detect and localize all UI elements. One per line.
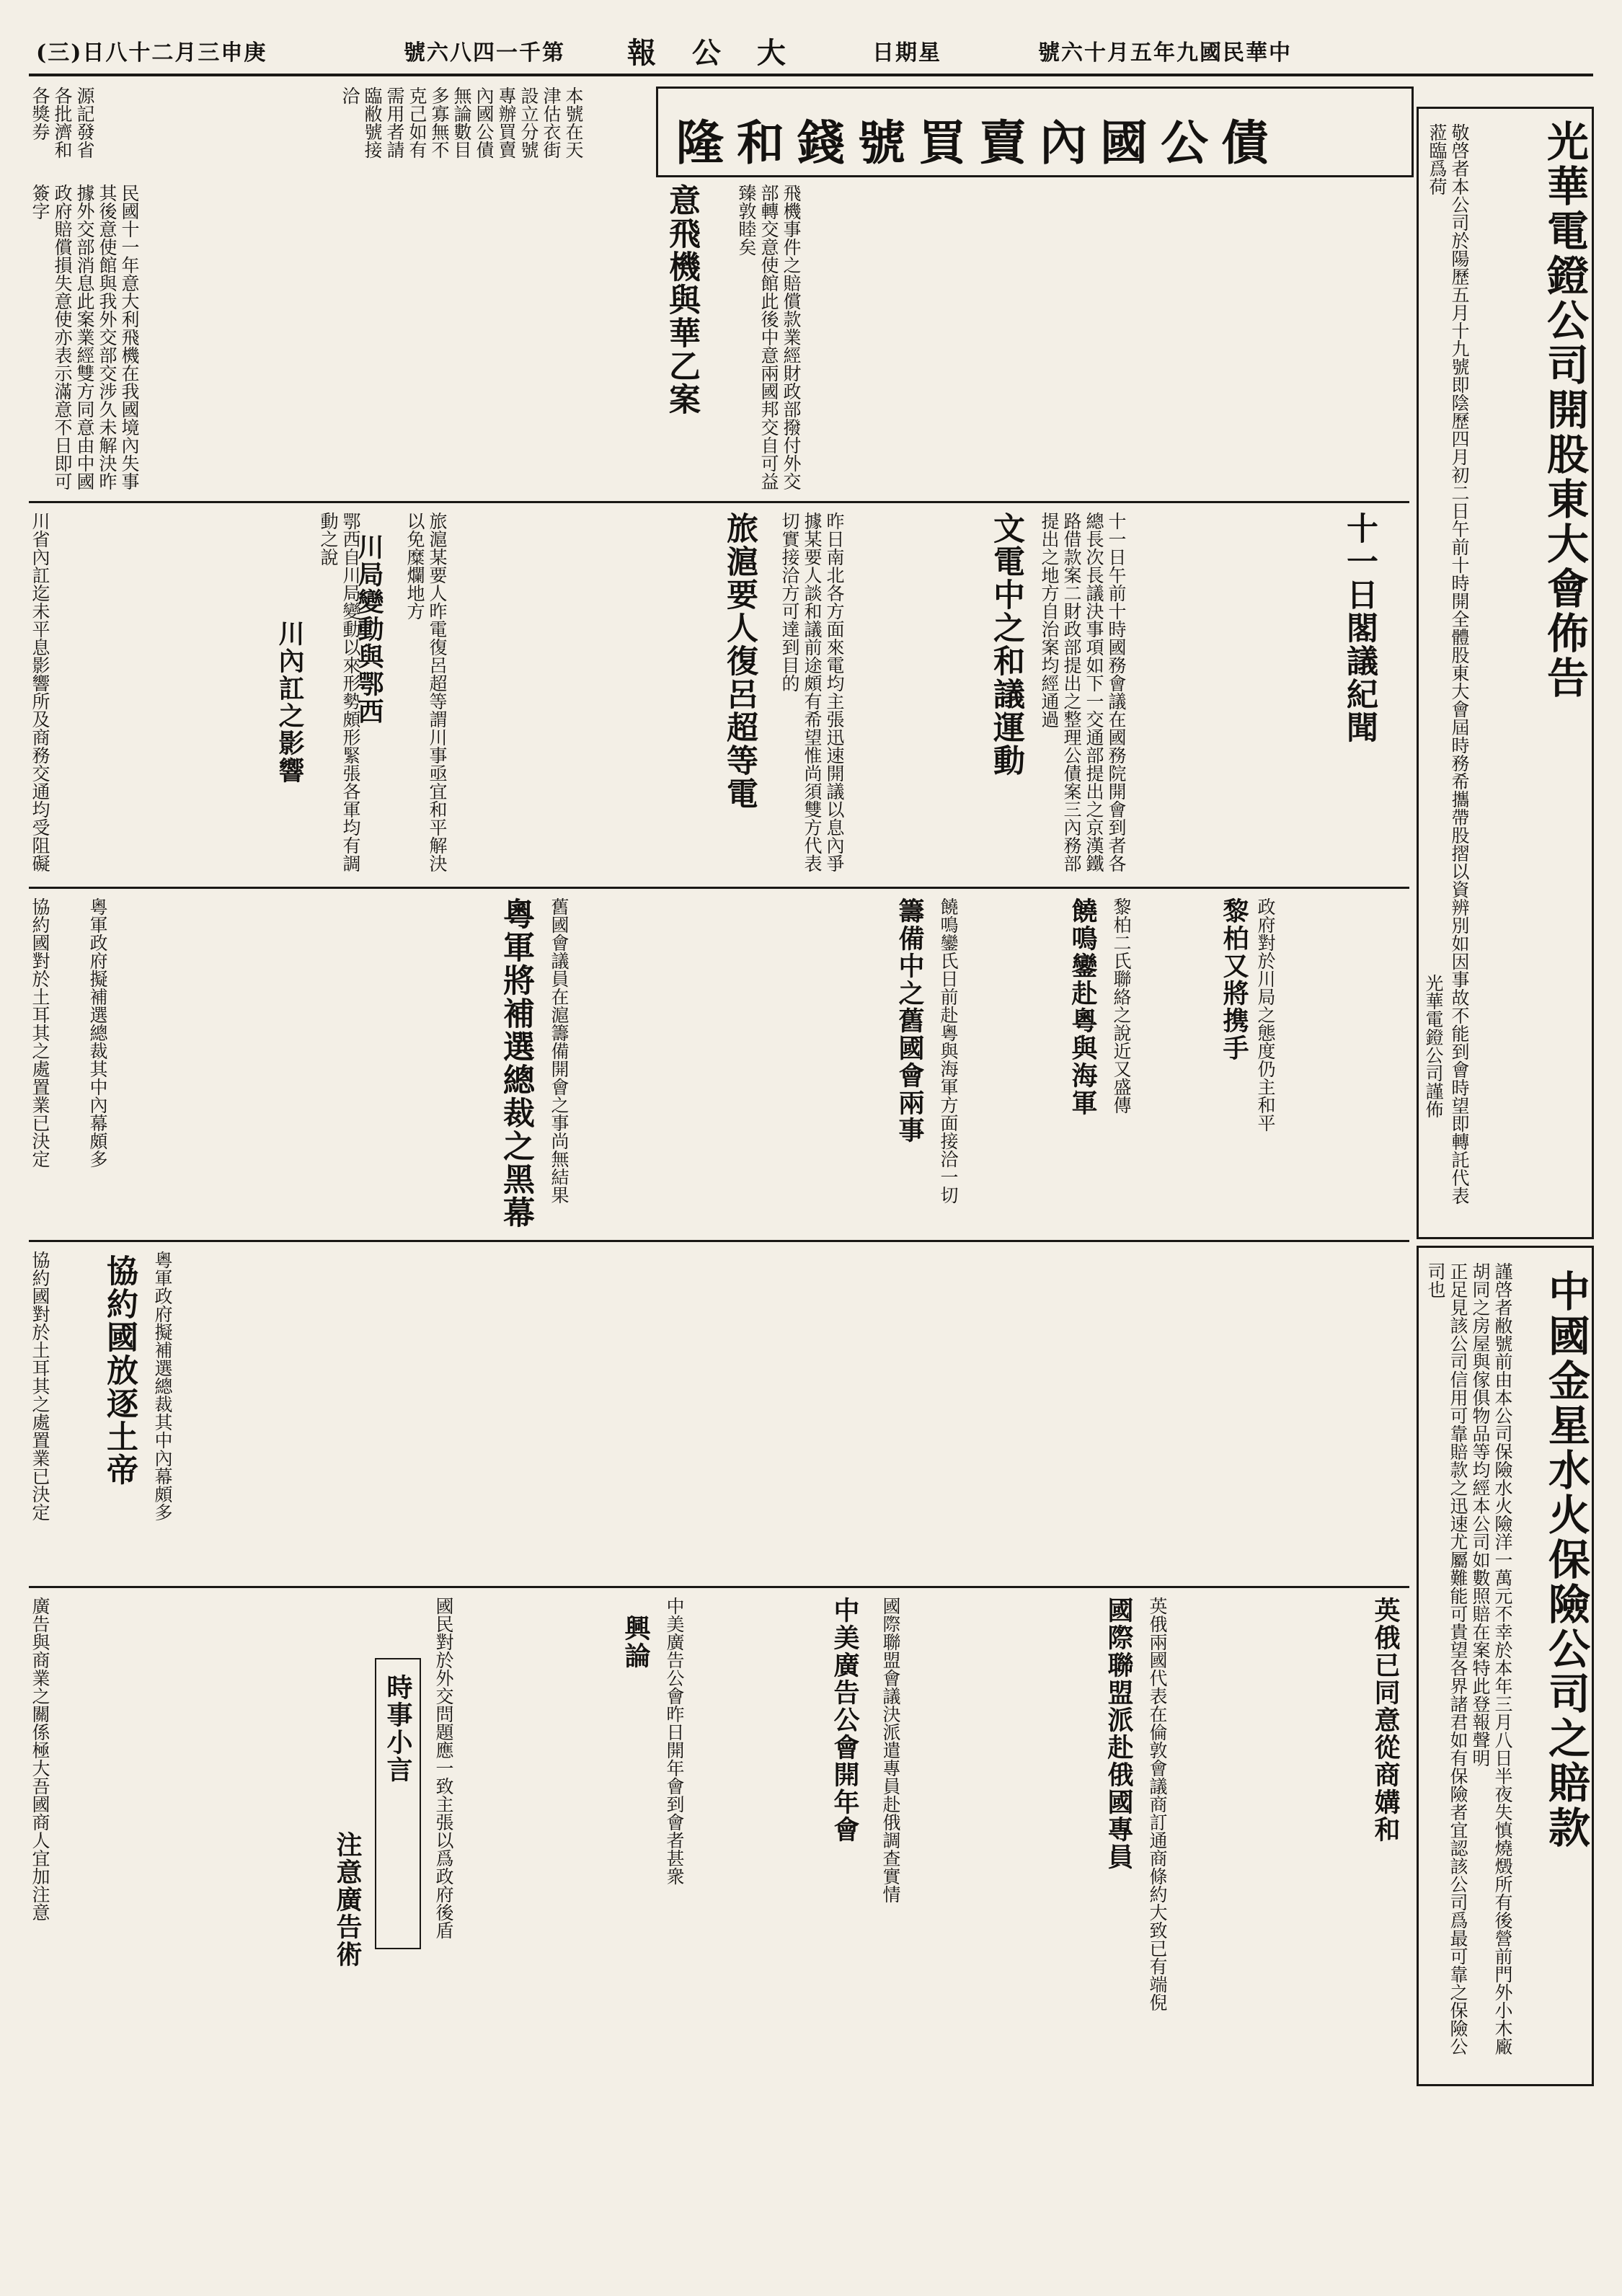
headline-sichuan-west-hubei: 川局變動與鄂西 bbox=[354, 533, 384, 725]
headline-yi-aircraft: 意飛機與華乙案 bbox=[663, 184, 700, 416]
article-turkey: 協約國對於土耳其之處置業已決定 bbox=[30, 1251, 50, 1521]
section-rule-top bbox=[29, 501, 1409, 503]
headline-advertising-association: 中美廣告公會開年會 bbox=[830, 1597, 859, 1843]
box-current-affairs bbox=[375, 1658, 421, 1949]
headline-sichuan-strife: 川內訌之影響 bbox=[275, 620, 304, 784]
masthead-rule bbox=[29, 74, 1593, 76]
article-peace-telegrams: 昨日南北各方面來電均主張迅速開議以息內爭據某要人談和議前途頗有希望惟尚須雙方代表切實接洽方可達到目的 bbox=[779, 512, 845, 872]
article-li-bai: 黎柏二氏聯絡之說近又盛傳 bbox=[1111, 897, 1132, 1114]
ad-guanghua-electric bbox=[1417, 107, 1594, 1239]
headline-public-opinion: 興論 bbox=[621, 1615, 650, 1670]
article-cabinet-meeting: 十一日午前十時國務會議在國務院開會到者各總長次長議決事項如下一交通部提出之京漢鐵路借款案二財政部提出之整理公債案三內務部提出之地方自治案均經通過 bbox=[1039, 512, 1127, 872]
ad-top-center-side: 本號在天津估衣街設立分號專辦買賣內國公債無論數目多寡無不克己如有需用者請臨敝號接洽 bbox=[340, 87, 584, 159]
headline-lv-chao: 旅滬要人復呂超等電 bbox=[721, 512, 758, 810]
right-ad-column bbox=[1417, 107, 1593, 2082]
headline-guangdong-election: 粵軍將補選總裁之黑幕 bbox=[497, 897, 534, 1229]
article-middle-left-edge: 協約國對於土耳其之處置業已決定 bbox=[30, 897, 50, 1168]
article-lv-chao: 旅滬某要人昨電復呂超等謂川事亟宜和平解決以免糜爛地方 bbox=[404, 512, 448, 872]
article-guangdong-election: 粵軍政府擬補選總裁其中內幕頗多 bbox=[87, 897, 108, 1168]
headline-li-bai: 黎柏又將携手 bbox=[1219, 897, 1249, 1062]
headline-rao-minglu: 饒鳴鑾赴粵與海軍 bbox=[1068, 897, 1097, 1117]
masthead-weekday: 日期星 bbox=[872, 40, 941, 66]
headline-anglo-russian: 英俄已同意從商媾和 bbox=[1370, 1597, 1400, 1843]
article-old-parliament: 舊國會議員在滬籌備開會之事尚無結果 bbox=[549, 897, 570, 1204]
headline-advertising-art: 注意廣告術 bbox=[332, 1831, 362, 1968]
ad-jinxing-insurance bbox=[1417, 1246, 1594, 2086]
ad-jinxing-body: 正足見該公司信用可靠賠款之迅速尤屬難能可貴望各界諸君如有保險者宜認該公司爲最可靠之保險公司也 bbox=[1425, 1262, 1468, 2055]
article-advertising-art: 廣告與商業之關係極大吾國商人宜加注意 bbox=[30, 1597, 50, 1921]
section-rule-mid3 bbox=[29, 1586, 1409, 1588]
ad-jinxing-intro: 謹啓者敝號前由本公司保險水火險洋一萬元不幸於本年三月八日半夜失慎燒燬所有後營前門外小木廠胡同之房屋與傢俱物品等均經本公司如數照賠在案特此登報聲明 bbox=[1470, 1262, 1513, 2055]
masthead-newspaper-title: 報 公 大 bbox=[627, 36, 799, 70]
article-yi-aircraft-body: 民國十一年意大利飛機在我國境內失事其後意使館與我外交部交涉久未解決昨據外交部消息此案業經雙方同意由中國政府賠償損失意使亦表示滿意不日即可簽字 bbox=[30, 184, 140, 490]
section-rule-mid2 bbox=[29, 1240, 1409, 1242]
masthead-issue-number: 號六八四一千第 bbox=[404, 40, 565, 66]
headline-cabinet-meeting: 十一日閣議紀聞 bbox=[1341, 512, 1378, 744]
masthead-date: 號六十月五年九國民華中 bbox=[1038, 40, 1292, 66]
masthead bbox=[29, 29, 1593, 72]
article-top-right: 飛機事件之賠償款業經財政部撥付外交部轉交意使館此後中意兩國邦交自可益臻敦睦矣 bbox=[736, 184, 802, 490]
article-anglo-russian: 英俄兩國代表在倫敦會議商訂通商條約大致已有端倪 bbox=[1147, 1597, 1168, 2011]
ad-longhe-headline: 隆和錢號買賣內國公債 bbox=[676, 115, 1282, 171]
article-public-opinion: 國民對於外交問題應一致主張以爲政府後盾 bbox=[433, 1597, 454, 1939]
ad-longhe-bonds bbox=[656, 87, 1414, 177]
ad-jinxing-headline: 中國金星水火保險公司之賠款 bbox=[1541, 1269, 1590, 1850]
ad-guanghua-body: 敬啓者本公司於陽歷五月十九號即陰歷四月初二日午前十時開全體股東大會屆時務希攜帶股摺以資辨別如因事故不能到會時望即轉託代表蒞臨爲荷 bbox=[1427, 123, 1470, 1205]
headline-league-envoy: 國際聯盟派赴俄國專員 bbox=[1104, 1597, 1133, 1871]
headline-turkey: 協約國放逐土帝 bbox=[101, 1254, 138, 1486]
article-advertising-association: 中美廣告公會昨日開年會到會者甚衆 bbox=[664, 1597, 685, 1885]
article-band3-body: 粵軍政府擬補選總裁其中內幕頗多 bbox=[152, 1251, 173, 1521]
masthead-issue-date: (三)日八十二月三申庚 bbox=[36, 40, 267, 66]
article-sichuan-west-hubei: 鄂西自川局變動以來形勢頗形緊張各軍均有調動之說 bbox=[318, 512, 361, 872]
article-rao-minglu: 饒鳴鑾氏日前赴粵與海軍方面接洽一切 bbox=[938, 897, 959, 1204]
ad-guanghua-headline: 光華電鐙公司開股東大會佈告 bbox=[1540, 120, 1589, 701]
headline-old-parliament: 籌備中之舊國會兩事 bbox=[895, 897, 924, 1144]
article-sichuan-attitude: 政府對於川局之態度仍主和平 bbox=[1255, 897, 1276, 1132]
headline-current-affairs: 時事小言 bbox=[383, 1674, 412, 1783]
article-sichuan-strife: 川省內訌迄未平息影響所及商務交通均受阻礙 bbox=[30, 512, 50, 872]
ad-top-left-side: 源記發省各批濟和各獎券 bbox=[30, 87, 95, 159]
newspaper-page bbox=[29, 29, 1593, 2271]
section-rule-mid1 bbox=[29, 887, 1409, 889]
article-league-envoy: 國際聯盟會議決派遣專員赴俄調查實情 bbox=[880, 1597, 901, 1903]
headline-peace-telegrams: 文電中之和議運動 bbox=[988, 512, 1024, 777]
ad-guanghua-signature: 光華電鐙公司謹佈 bbox=[1423, 974, 1444, 1118]
